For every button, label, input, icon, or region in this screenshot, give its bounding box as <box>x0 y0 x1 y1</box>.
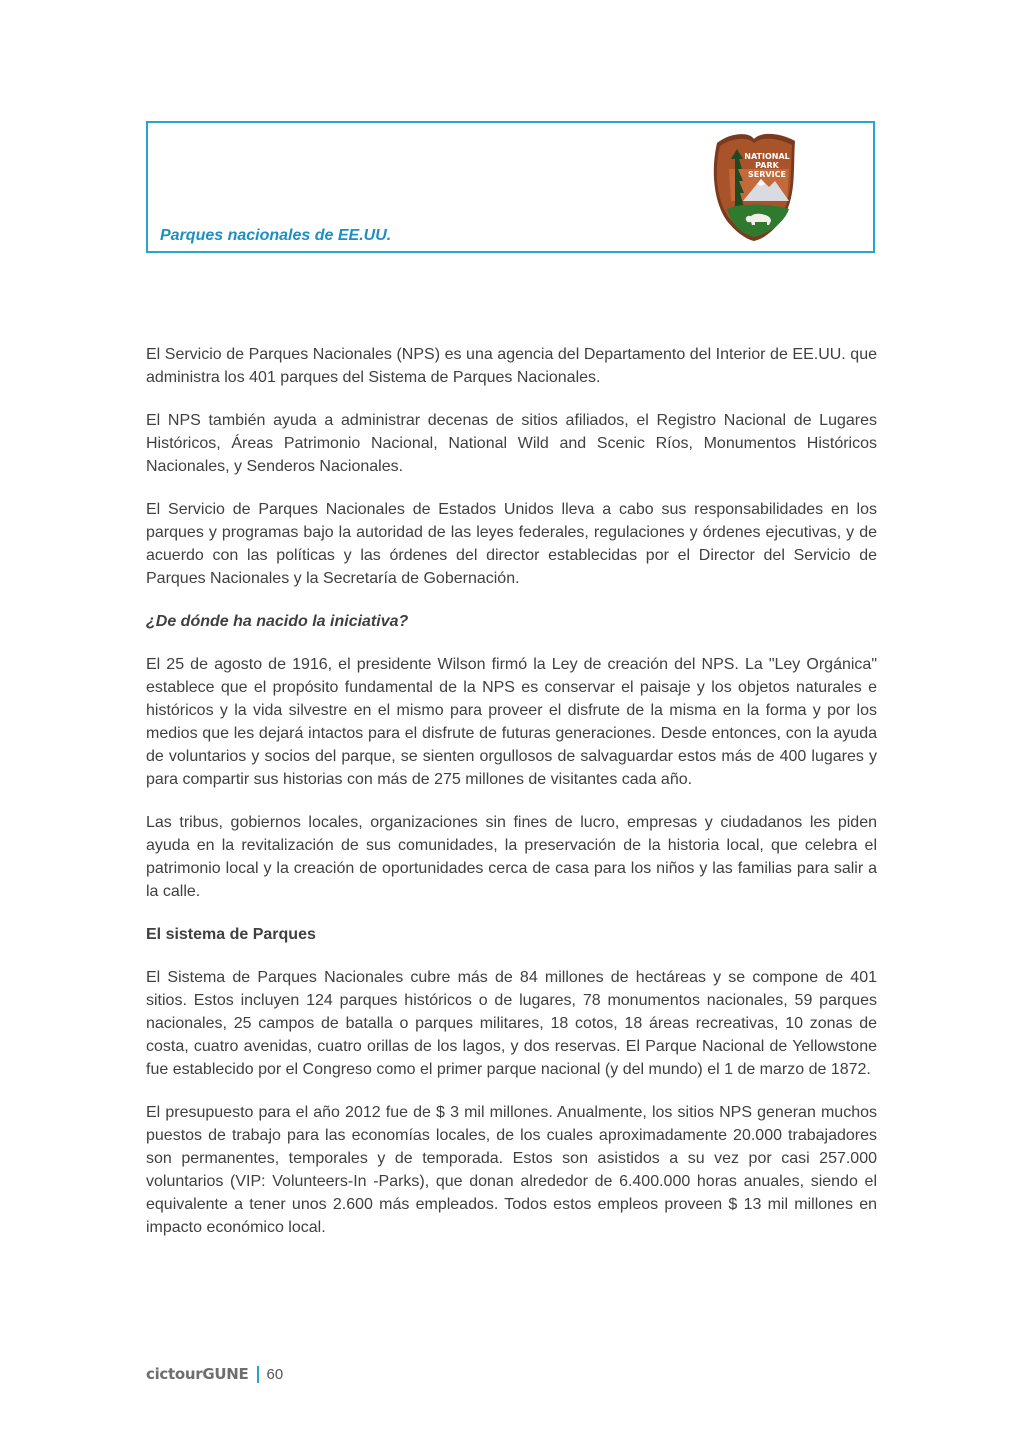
subheading-park-system: El sistema de Parques <box>146 926 316 943</box>
subheading-initiative: ¿De dónde ha nacido la iniciativa? <box>146 613 409 630</box>
header-box <box>146 121 875 253</box>
page-footer <box>146 1363 283 1385</box>
logo-text-line-3: SERVICE <box>748 170 786 179</box>
paragraph: El Servicio de Parques Nacionales de Estados Unidos lleva a cabo sus responsabilidades en los parques y programas bajo la autoridad de las leyes federales, regulaciones y órdenes ejecutivas, y de acuerdo con las políticas y las órdenes del director establecidas por el Director del Servicio de Parques Nacionales y la Secretaría de Gobernación. <box>146 501 877 587</box>
paragraph: El NPS también ayuda a administrar decenas de sitios afiliados, el Registro Nacional de Lugares Históricos, Áreas Patrimonio Nacional, National Wild and Scenic Ríos, Monumentos Históricos Nacionales, y Senderos Nacionales. <box>146 412 877 475</box>
paragraph: El Servicio de Parques Nacionales (NPS) es una agencia del Departamento del Interior de EE.UU. que administra los 401 parques del Sistema de Parques Nacionales. <box>146 346 877 386</box>
footer-brand-logo: cictourGUNE <box>146 1365 249 1383</box>
nps-arrowhead-logo-icon <box>709 129 799 243</box>
logo-text-line-1: NATIONAL <box>744 152 790 161</box>
page-number: 60 <box>266 1365 284 1383</box>
paragraph: El presupuesto para el año 2012 fue de $ 3 mil millones. Anualmente, los sitios NPS generan muchos puestos de trabajo para las economías locales, de los cuales aproximadamente 20.000 trabajadores son permanentes, temporales y de temporada. Estos son asistidos a su vez por casi 257.000 voluntarios (VIP: Volunteers-In -Parks), que donan alrededor de 6.400.000 horas anuales, siendo el equivalente a tener unos 2.600 más empleados. Todos estos empleos proveen $ 13 mil millones en impacto económico local. <box>146 1104 877 1236</box>
paragraph: El Sistema de Parques Nacionales cubre más de 84 millones de hectáreas y se compone de 401 sitios. Estos incluyen 124 parques históricos o de lugares, 78 monumentos nacionales, 59 parques nacionales, 25 campos de batalla o parques militares, 18 cotos, 18 áreas recreativas, 10 zonas de costa, cuatro avenidas, cuatro orillas de los lagos, y dos reservas. El Parque Nacional de Yellowstone fue establecido por el Congreso como el primer parque nacional (y del mundo) el 1 de marzo de 1872. <box>146 969 877 1078</box>
article-body <box>146 343 877 1259</box>
paragraph: Las tribus, gobiernos locales, organizaciones sin fines de lucro, empresas y ciudadanos les piden ayuda en la revitalización de sus comunidades, la preservación de la historia local, que celebra el patrimonio local y la creación de oportunidades cerca de casa para los niños y las familias para salir a la calle. <box>146 814 877 900</box>
paragraph: El 25 de agosto de 1916, el presidente Wilson firmó la Ley de creación del NPS. La "Ley Orgánica" establece que el propósito fundamental de la NPS es conservar el paisaje y los objetos naturales e históricos y la vida silvestre en el mismo para proveer el disfrute de la misma en la forma y por los medios que les dejará intactos para el disfrute de futuras generaciones. Desde entonces, con la ayuda de voluntarios y socios del parque, se sienten orgullosos de salvaguardar estos más de 400 lugares y para compartir sus historias con más de 275 millones de visitantes cada año. <box>146 656 877 788</box>
footer-divider <box>257 1366 259 1383</box>
logo-text-line-2: PARK <box>755 161 779 170</box>
section-title: Parques nacionales de EE.UU. <box>160 227 392 244</box>
